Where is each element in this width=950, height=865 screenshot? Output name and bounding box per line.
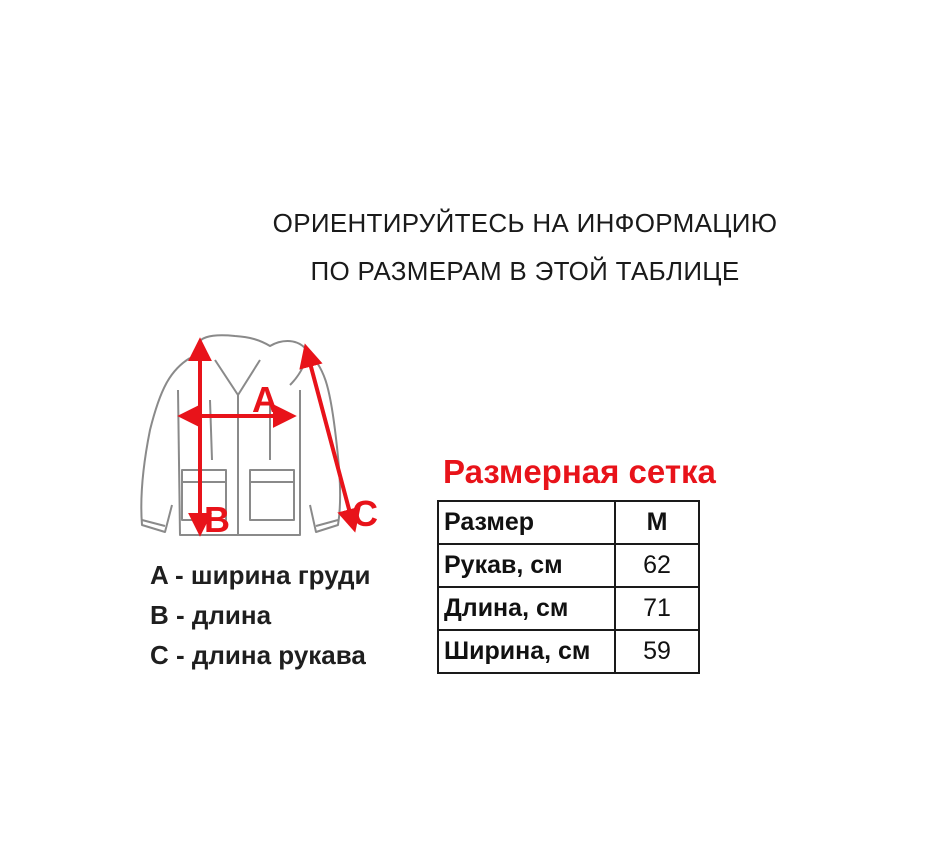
marker-c: C [352, 493, 378, 534]
legend-item-b: B - длина [150, 600, 272, 630]
header-size: M [615, 501, 699, 544]
heading-line-2: ПО РАЗМЕРАМ В ЭТОЙ ТАБЛИЦЕ [310, 256, 740, 286]
legend-item-a: A - ширина груди [150, 560, 371, 590]
row-value: 59 [615, 630, 699, 673]
size-chart-table [437, 500, 700, 674]
table-row [438, 544, 699, 587]
jacket-measurement-diagram [120, 320, 400, 550]
row-label: Рукав, см [438, 544, 615, 587]
row-label: Ширина, см [438, 630, 615, 673]
row-label: Длина, см [438, 587, 615, 630]
legend-item-c: C - длина рукава [150, 640, 366, 670]
row-value: 71 [615, 587, 699, 630]
row-value: 62 [615, 544, 699, 587]
measurement-legend [150, 555, 371, 675]
table-header-row [438, 501, 699, 544]
marker-a: A [252, 379, 278, 420]
table-row [438, 630, 699, 673]
header-label: Размер [438, 501, 615, 544]
arrow-c [306, 348, 354, 528]
marker-b: B [204, 499, 230, 540]
heading-line-1: ОРИЕНТИРУЙТЕСЬ НА ИНФОРМАЦИЮ [272, 208, 778, 238]
size-chart-title: Размерная сетка [443, 453, 716, 490]
table-row [438, 587, 699, 630]
